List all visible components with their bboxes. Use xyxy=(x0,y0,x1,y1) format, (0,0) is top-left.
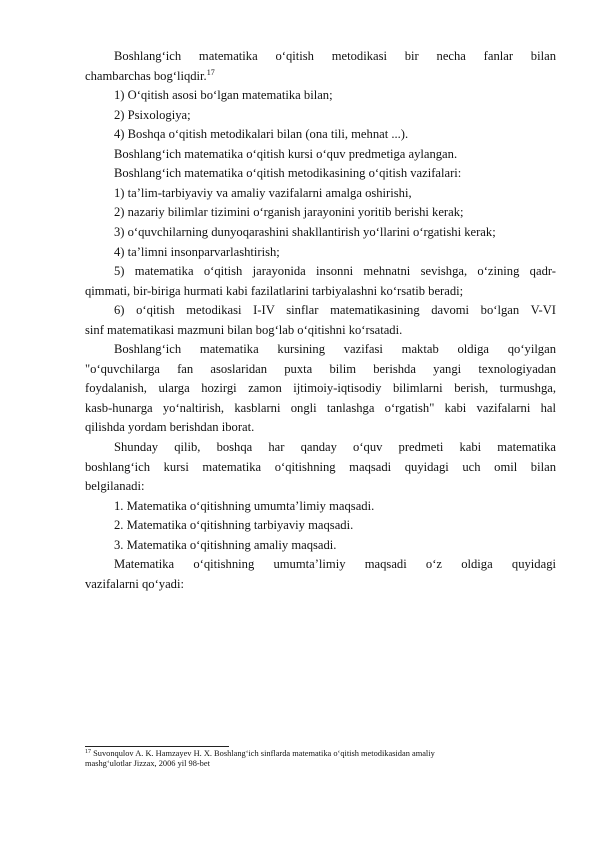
text-line xyxy=(114,498,556,514)
text-line xyxy=(114,87,556,103)
footnote-line-2 xyxy=(85,759,555,769)
text-line-content: Boshlang‘ich matematika o‘qitish kursi o‘quv predmetiga aylangan. xyxy=(114,146,458,161)
text-line-content: Boshlang‘ich matematika o‘qitish metodikasi bir necha fanlar bilan xyxy=(114,49,556,63)
text-line xyxy=(114,439,556,455)
footnote-text-2: mashg‘ulotlar Jizzax, 2006 yil 98-bet xyxy=(85,759,210,768)
text-line xyxy=(114,107,556,123)
text-line xyxy=(114,204,556,220)
text-line xyxy=(85,322,556,338)
text-line-content: 3) o‘quvchilarning dunyoqarashini shakllantirish yo‘llarini o‘rgatishi kerak; xyxy=(114,224,496,239)
footnote-reference: 17 xyxy=(206,67,215,77)
text-line xyxy=(85,419,556,435)
text-line xyxy=(114,146,556,162)
text-line-content: 3. Matematika o‘qitishning amaliy maqsadi. xyxy=(114,537,337,552)
text-line-content: kasb-hunarga yo‘naltirish, kasblarni ongli tanlashga o‘rgatish" kabi vazifalarni hal xyxy=(85,400,556,415)
text-line xyxy=(114,537,556,553)
footnote-divider xyxy=(85,746,229,747)
text-line xyxy=(114,263,556,279)
text-line xyxy=(114,556,556,572)
text-line-content: Boshlang‘ich matematika kursining vazifasi maktab oldiga qo‘yilgan xyxy=(114,342,556,357)
text-line-content: 6) o‘qitish metodikasi I-IV sinflar matematikasining davomi bo‘lgan V-VI xyxy=(114,303,556,318)
text-line xyxy=(85,576,556,592)
text-line xyxy=(85,380,556,396)
text-line xyxy=(114,302,556,318)
text-line xyxy=(114,126,556,142)
footnote-mark: 17 xyxy=(85,749,91,755)
text-line-content: qilishda yordam berishdan iborat. xyxy=(85,420,255,435)
text-line-content: foydalanish, ularga hozirgi zamon ijtimoiy-iqtisodiy bilimlarni berish, turmushga, xyxy=(85,381,556,396)
text-line-content: belgilanadi: xyxy=(85,479,145,494)
text-line xyxy=(114,165,556,181)
text-line xyxy=(85,361,556,377)
footnote-line-1 xyxy=(85,749,555,759)
text-line xyxy=(85,283,556,299)
text-line xyxy=(114,224,556,240)
text-line-content: vazifalarni qo‘yadi: xyxy=(85,576,184,591)
text-line-content: qimmati, bir-biriga hurmati kabi fazilatlarini tarbiyalashni ko‘rsatib beradi; xyxy=(85,283,464,298)
text-line xyxy=(114,517,556,533)
text-line-content: 2) nazariy bilimlar tizimini o‘rganish jarayonini yoritib berishi kerak; xyxy=(114,205,464,220)
text-line-content: 1) ta’lim-tarbiyaviy va amaliy vazifalarni amalga oshirishi, xyxy=(114,185,412,200)
text-line xyxy=(114,244,556,260)
text-line xyxy=(114,341,556,357)
text-line-content: 2. Matematika o‘qitishning tarbiyaviy maqsadi. xyxy=(114,518,354,533)
text-line-content: 1) O‘qitish asosi bo‘lgan matematika bilan; xyxy=(114,88,333,103)
text-line xyxy=(85,459,556,475)
text-line-content: "o‘quvchilarga fan asoslaridan puxta bilim berishda yangi texnologiyadan xyxy=(85,361,556,376)
text-line xyxy=(85,478,556,494)
footnote-text-1: Suvonqulov A. K. Hamzayev H. X. Boshlang‘ich sinflarda matematika o‘qitish metodikasidan amaliy xyxy=(93,749,435,758)
text-line-content: 4) Boshqa o‘qitish metodikalari bilan (ona tili, mehnat ...). xyxy=(114,127,409,142)
text-line-content: 2) Psixologiya; xyxy=(114,107,191,122)
text-line-content: Shunday qilib, boshqa har qanday o‘quv predmeti kabi matematika xyxy=(114,440,556,454)
text-line-content: 5) matematika o‘qitish jarayonida insonni mehnatni sevishga, o‘zining qadr- xyxy=(114,264,556,279)
text-line-content: sinf matematikasi mazmuni bilan bog‘lab o‘qitishni ko‘rsatadi. xyxy=(85,322,403,337)
text-line xyxy=(85,400,556,416)
text-line-content: 1. Matematika o‘qitishning umumta’limiy maqsadi. xyxy=(114,498,375,513)
text-line-content: Matematika o‘qitishning umumta’limiy maqsadi o‘z oldiga quyidagi xyxy=(114,557,556,572)
text-line xyxy=(114,185,556,201)
text-line xyxy=(114,48,556,64)
text-line-content: Boshlang‘ich matematika o‘qitish metodikasining o‘qitish vazifalari: xyxy=(114,166,462,181)
text-line-content: boshlang‘ich kursi matematika o‘qitishning maqsadi quyidagi uch omil bilan xyxy=(85,459,556,474)
text-line-content: 4) ta’limni insonparvarlashtirish; xyxy=(114,244,280,259)
text-line-content: chambarchas bog‘liqdir. xyxy=(85,68,207,83)
text-line xyxy=(85,68,556,84)
